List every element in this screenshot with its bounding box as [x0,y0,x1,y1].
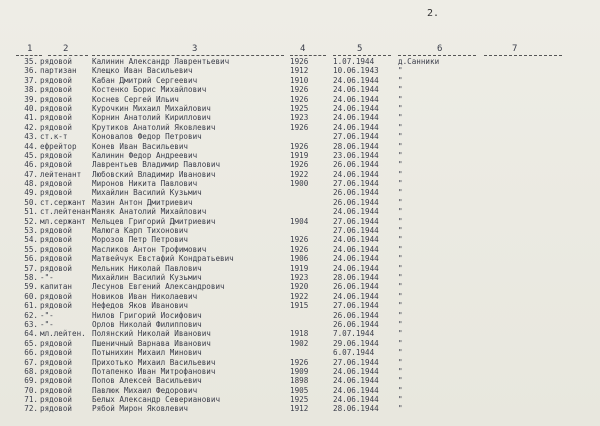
burial-place-cell: " [398,310,403,320]
row-number: 66. [24,348,38,358]
burial-place-cell: " [398,103,403,113]
row-number: 71. [24,395,38,405]
table-row [0,254,600,263]
column-header-3: 3 [192,44,198,54]
death-date-cell: 28.06.1944 [333,141,379,151]
table-row [0,273,600,282]
rank-cell: рядовой [40,254,73,264]
burial-place-cell: " [398,94,403,104]
birth-year-cell: 1926 [290,235,309,245]
name-cell: Калинин Александр Лаврентьевич [92,57,230,66]
table-row [0,386,600,395]
row-number: 58. [24,272,38,282]
rank-cell: рядовой [40,404,73,414]
burial-place-cell: " [398,66,403,76]
burial-place-cell: " [398,301,403,311]
table-row [0,207,600,216]
rank-cell: -"- [40,319,54,329]
burial-place-cell: " [398,395,403,405]
row-number: 61. [24,301,38,311]
death-date-cell: 24.06.1944 [333,113,379,123]
rank-cell: мл.сержант [40,216,86,226]
table-row [0,348,600,357]
table-row [0,235,600,244]
death-date-cell: 27.06.1944 [333,132,379,142]
birth-year-cell: 1919 [290,263,309,273]
table-row [0,85,600,94]
death-date-cell: 6.07.1944 [333,348,375,358]
table-row [0,282,600,291]
birth-year-cell: 1902 [290,338,309,348]
death-date-cell: 26.06.1944 [333,310,379,320]
rank-cell: ст.лейтенант [40,207,95,217]
death-date-cell: 26.06.1944 [333,282,379,292]
death-date-cell: 23.06.1944 [333,150,379,160]
rank-cell: рядовой [40,366,73,376]
death-date-cell: 24.06.1944 [333,366,379,376]
rank-cell: рядовой [40,188,73,198]
rank-cell: ст.к-т [40,132,68,142]
birth-year-cell: 1922 [290,169,309,179]
table-row [0,404,600,413]
row-number: 60. [24,291,38,301]
name-cell: Новиков Иван Николаевич [92,291,198,301]
death-date-cell: 10.06.1943 [333,66,379,76]
name-cell: Мельцев Григорий Дмитриевич [92,216,216,226]
death-date-cell: 27.06.1944 [333,216,379,226]
name-cell: Клещко Иван Васильевич [92,66,193,76]
rank-cell: рядовой [40,338,73,348]
burial-place-cell: " [398,169,403,179]
rank-cell: рядовой [40,263,73,273]
name-cell: Миронов Никита Павлович [92,179,198,189]
name-cell: Мельник Николай Павлович [92,263,202,273]
burial-place-cell: " [398,329,403,339]
column-header-7: 7 [512,44,518,54]
name-cell: Рябой Мирон Яковлевич [92,404,189,414]
birth-year-cell: 1900 [290,179,309,189]
rank-cell: рядовой [40,385,73,395]
name-cell: Потапенко Иван Митрофанович [92,366,216,376]
row-number: 54. [24,235,38,245]
rank-cell: рядовой [40,150,73,160]
table-row [0,188,600,197]
burial-place-cell: " [398,207,403,217]
name-cell: Малюга Карп Тихонович [92,226,189,236]
name-cell: Белых Александр Северианович [92,395,221,405]
death-date-cell: 24.06.1944 [333,235,379,245]
rank-cell: ефрейтор [40,141,77,151]
birth-year-cell: 1922 [290,291,309,301]
table-row [0,376,600,385]
row-number: 51. [24,207,38,217]
burial-place-cell: " [398,385,403,395]
burial-place-cell: " [398,141,403,151]
table-row [0,104,600,113]
table-row [0,198,600,207]
table-row [0,339,600,348]
name-cell: Орлов Николай Филиппович [92,319,202,329]
burial-place-cell: " [398,113,403,123]
death-date-cell: 27.06.1944 [333,179,379,189]
burial-place-cell: " [398,216,403,226]
death-date-cell: 24.06.1944 [333,385,379,395]
burial-place-cell: " [398,132,403,142]
name-cell: Полянский Николай Иванович [92,329,211,339]
name-cell: Калинин Федор Андреевич [92,150,198,160]
column-header-2: 2 [63,44,69,54]
row-number: 37. [24,75,38,85]
name-cell: Михайлин Василий Кузьмич [92,188,202,198]
death-date-cell: 24.06.1944 [333,169,379,179]
burial-place-cell: " [398,179,403,189]
name-cell: Курочкин Михаил Михайлович [92,103,211,113]
burial-place-cell: " [398,150,403,160]
birth-year-cell: 1919 [290,150,309,160]
row-number: 53. [24,226,38,236]
burial-place-cell: " [398,338,403,348]
row-number: 45. [24,150,38,160]
table-row [0,76,600,85]
rank-cell: рядовой [40,103,73,113]
burial-place-cell: " [398,122,403,132]
row-number: 44. [24,141,38,151]
table-row [0,358,600,367]
rank-cell: -"- [40,272,54,282]
row-number: 64. [24,329,38,339]
table-row [0,142,600,151]
rank-cell: партизан [40,66,77,76]
name-cell: Матвейчук Евстафий Кондратьевич [92,254,234,264]
table-row [0,151,600,160]
table-row [0,160,600,169]
death-date-cell: 24.06.1944 [333,75,379,85]
table-row [0,311,600,320]
burial-place-cell: д.Санники [398,57,440,66]
name-cell: Кабан Дмитрий Сергеевич [92,75,198,85]
rank-cell: рядовой [40,160,73,170]
name-cell: Костенко Борис Михайлович [92,85,207,95]
rank-cell: рядовой [40,85,73,95]
table-row [0,66,600,75]
row-number: 43. [24,132,38,142]
birth-year-cell: 1910 [290,75,309,85]
table-row [0,123,600,132]
row-number: 69. [24,376,38,386]
table-row [0,301,600,310]
name-cell: Масликов Антон Трофимович [92,244,207,254]
birth-year-cell: 1926 [290,57,309,66]
death-date-cell: 26.06.1944 [333,188,379,198]
rank-cell: рядовой [40,75,73,85]
burial-place-cell: " [398,197,403,207]
burial-place-cell: " [398,160,403,170]
row-number: 39. [24,94,38,104]
row-number: 65. [24,338,38,348]
page-number: 2. [427,8,440,19]
row-number: 59. [24,282,38,292]
table-row [0,320,600,329]
column-header-6: 6 [437,44,443,54]
birth-year-cell: 1912 [290,66,309,76]
table-row [0,329,600,338]
rank-cell: -"- [40,310,54,320]
rank-cell: рядовой [40,122,73,132]
row-number: 35. [24,57,38,66]
table-row [0,132,600,141]
death-date-cell: 24.06.1944 [333,122,379,132]
burial-place-cell: " [398,235,403,245]
rank-cell: рядовой [40,376,73,386]
birth-year-cell: 1926 [290,94,309,104]
name-cell: Попов Алексей Васильевич [92,376,202,386]
death-date-cell: 27.06.1944 [333,357,379,367]
name-cell: Пшеничный Варнава Иванович [92,338,211,348]
rank-cell: рядовой [40,94,73,104]
table-row [0,292,600,301]
table-header [0,44,600,58]
burial-place-cell: " [398,254,403,264]
birth-year-cell: 1920 [290,282,309,292]
burial-place-cell: " [398,282,403,292]
row-number: 48. [24,179,38,189]
row-number: 46. [24,160,38,170]
burial-place-cell: " [398,291,403,301]
burial-place-cell: " [398,188,403,198]
rank-cell: рядовой [40,348,73,358]
column-header-1: 1 [27,44,33,54]
row-number: 56. [24,254,38,264]
name-cell: Нефедов Яков Иванович [92,301,189,311]
name-cell: Морозов Петр Петрович [92,235,189,245]
name-cell: Лаврентьев Владимир Павлович [92,160,221,170]
table-row [0,226,600,235]
row-number: 62. [24,310,38,320]
burial-place-cell: " [398,244,403,254]
name-cell: Коснев Сергей Ильич [92,94,179,104]
table-row [0,245,600,254]
death-date-cell: 27.06.1944 [333,301,379,311]
name-cell: Лесунов Евгений Александрович [92,282,225,292]
row-number: 50. [24,197,38,207]
rank-cell: рядовой [40,301,73,311]
birth-year-cell: 1926 [290,160,309,170]
death-date-cell: 26.06.1944 [333,197,379,207]
row-number: 55. [24,244,38,254]
birth-year-cell: 1915 [290,301,309,311]
birth-year-cell: 1909 [290,366,309,376]
table-row [0,95,600,104]
row-number: 47. [24,169,38,179]
birth-year-cell: 1898 [290,376,309,386]
death-date-cell: 28.06.1944 [333,404,379,414]
burial-place-cell: " [398,85,403,95]
death-date-cell: 24.06.1944 [333,94,379,104]
table-row [0,367,600,376]
death-date-cell: 24.06.1944 [333,395,379,405]
rank-cell: рядовой [40,113,73,123]
name-cell: Корнин Анатолий Кириллович [92,113,211,123]
rank-cell: рядовой [40,226,73,236]
rank-cell: мл.лейтен. [40,329,86,339]
burial-place-cell: " [398,226,403,236]
name-cell: Прихотько Михаил Васильевич [92,357,216,367]
row-number: 40. [24,103,38,113]
birth-year-cell: 1926 [290,357,309,367]
burial-place-cell: " [398,404,403,414]
name-cell: Мазин Антон Дмитриевич [92,197,193,207]
rank-cell: капитан [40,282,73,292]
row-number: 63. [24,319,38,329]
burial-place-cell: " [398,348,403,358]
birth-year-cell: 1926 [290,85,309,95]
row-number: 41. [24,113,38,123]
death-date-cell: 28.06.1944 [333,272,379,282]
burial-place-cell: " [398,319,403,329]
column-header-5: 5 [357,44,363,54]
table-row [0,113,600,122]
row-number: 38. [24,85,38,95]
row-number: 72. [24,404,38,414]
birth-year-cell: 1925 [290,395,309,405]
burial-place-cell: " [398,376,403,386]
rank-cell: рядовой [40,244,73,254]
burial-place-cell: " [398,75,403,85]
birth-year-cell: 1905 [290,385,309,395]
name-cell: Нилов Григорий Иосифович [92,310,202,320]
birth-year-cell: 1906 [290,254,309,264]
row-number: 42. [24,122,38,132]
birth-year-cell: 1923 [290,113,309,123]
death-date-cell: 29.06.1944 [333,338,379,348]
name-cell: Павлюк Михаил Федорович [92,385,198,395]
table-row [0,170,600,179]
rank-cell: рядовой [40,395,73,405]
death-date-cell: 24.06.1944 [333,376,379,386]
name-cell: Коновалов Федор Петрович [92,132,202,142]
rank-cell: рядовой [40,291,73,301]
rank-cell: рядовой [40,57,73,66]
death-date-cell: 24.06.1944 [333,244,379,254]
record-table [0,57,600,414]
table-row [0,179,600,188]
row-number: 57. [24,263,38,273]
table-row [0,264,600,273]
rank-cell: рядовой [40,179,73,189]
death-date-cell: 24.06.1944 [333,254,379,264]
death-date-cell: 24.06.1944 [333,291,379,301]
birth-year-cell: 1926 [290,244,309,254]
death-date-cell: 1.07.1944 [333,57,375,66]
death-date-cell: 24.06.1944 [333,263,379,273]
name-cell: Маняк Анатолий Михайлович [92,207,207,217]
birth-year-cell: 1926 [290,141,309,151]
table-row [0,57,600,66]
rank-cell: рядовой [40,235,73,245]
name-cell: Потынихин Михаил Минович [92,348,202,358]
burial-place-cell: " [398,263,403,273]
death-date-cell: 7.07.1944 [333,329,375,339]
table-row [0,217,600,226]
death-date-cell: 24.06.1944 [333,85,379,95]
death-date-cell: 24.06.1944 [333,207,379,217]
row-number: 49. [24,188,38,198]
table-row [0,395,600,404]
row-number: 68. [24,366,38,376]
row-number: 36. [24,66,38,76]
death-date-cell: 24.06.1944 [333,103,379,113]
rank-cell: лейтенант [40,169,82,179]
birth-year-cell: 1918 [290,329,309,339]
column-header-4: 4 [300,44,306,54]
rank-cell: ст.сержант [40,197,86,207]
birth-year-cell: 1923 [290,272,309,282]
burial-place-cell: " [398,366,403,376]
row-number: 67. [24,357,38,367]
death-date-cell: 27.06.1944 [333,226,379,236]
death-date-cell: 26.06.1944 [333,160,379,170]
name-cell: Михайлин Василий Кузьмич [92,272,202,282]
birth-year-cell: 1912 [290,404,309,414]
death-date-cell: 26.06.1944 [333,319,379,329]
row-number: 52. [24,216,38,226]
rank-cell: рядовой [40,357,73,367]
birth-year-cell: 1904 [290,216,309,226]
name-cell: Любовский Владимир Иванович [92,169,216,179]
name-cell: Крутиков Анатолий Яковлевич [92,122,216,132]
row-number: 70. [24,385,38,395]
name-cell: Конев Иван Васильевич [92,141,189,151]
burial-place-cell: " [398,272,403,282]
birth-year-cell: 1926 [290,122,309,132]
burial-place-cell: " [398,357,403,367]
birth-year-cell: 1925 [290,103,309,113]
